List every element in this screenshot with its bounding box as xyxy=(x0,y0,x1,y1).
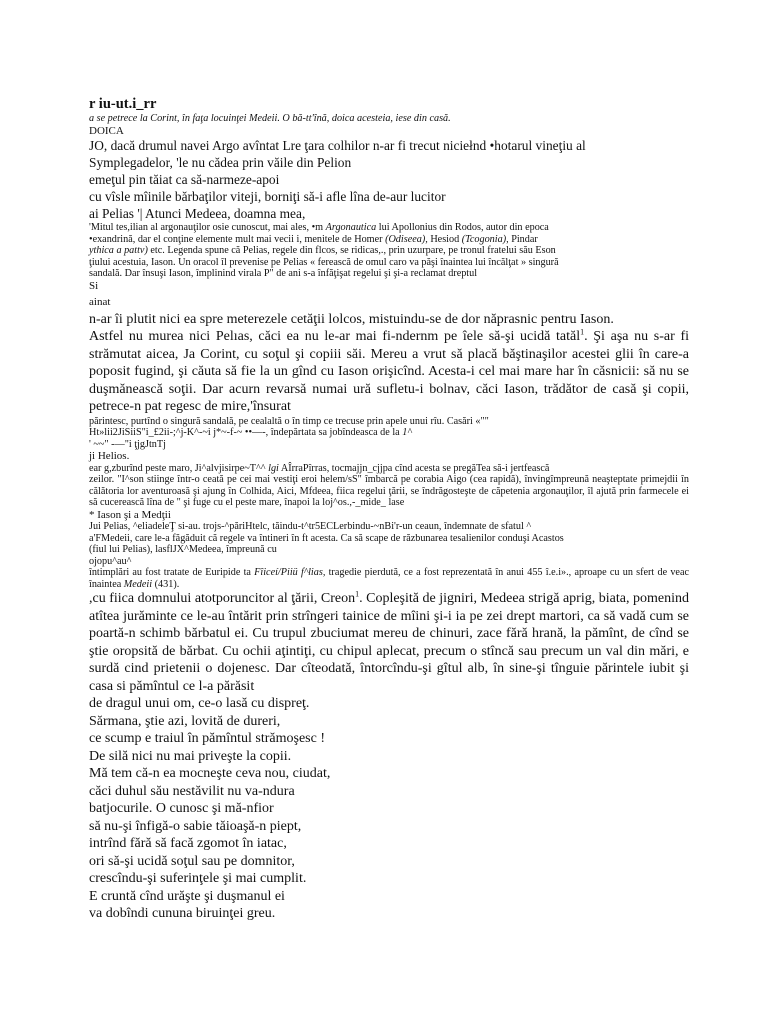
verse-line: Mă tem că-n ea mocneşte ceva nou, ciudat, xyxy=(89,766,331,781)
verse-paragraph xyxy=(89,328,689,416)
footnote-text: 1^ xyxy=(402,427,412,438)
footnote-text: lui Apollonius din Rodos, autor din epoca xyxy=(376,222,549,233)
footnote-text: întimplări au fost tratate de Euripide ta xyxy=(89,567,255,578)
footnote-line xyxy=(89,234,689,246)
footnote-text: lgi xyxy=(268,462,279,474)
verse-line: crescîndu-şi suferinţele şi mai cumplit. xyxy=(89,871,307,886)
footnote-text: 'Mitul tes,ilian al argonauţilor osie cunoscut, mai ales, •m xyxy=(89,222,326,233)
footnote-work-title: Fîiceí/Piiü f^lias, xyxy=(254,567,326,578)
footnote-line xyxy=(89,427,689,439)
footnote-text: Hesiod xyxy=(427,233,462,245)
footnote-line: ojopu^au^ xyxy=(89,555,132,567)
footnote-paragraph: zeilor. "I^son stiinge într-o ceată pe cei mai vestiţi eroi helem/sS" îmbarcă pe corabia Aigo (cea rapidă), învingîmpreună neaşteptate primejdii în călătoria lor aventuroasă şi ajung în Colhida, Aici, Mfdeea, fiica regelui ţării, se îndrăgosteşte de căpetenia argonauţilor, îl ajută prin farmecele ei să cucerească lîna de " şi fuge cu el peste mare, înapoi la loj^os.,-_mide_ lase xyxy=(89,474,689,508)
footnote-work-title: (Tcogonia), xyxy=(461,233,509,245)
speaker-name: DOICA xyxy=(89,124,124,137)
footnote-line: ţiului acestuia, Iason. Un oracol îl prevenise pe Pelias « ferească de omul caro va păşi înaintea lui încălţat » singură xyxy=(89,256,559,268)
footnote-line: * Iason şi a Medţii xyxy=(89,508,171,521)
footnote-work-title: Argonautica xyxy=(325,222,377,233)
verse-line: batjocurile. O cunosc şi mă-nfior xyxy=(89,801,274,816)
footnote-text: tragedie pierdută, ce a fost reprezentată în anui 455 î.e.i»., aproape cu un sfert de veac înaintea xyxy=(89,567,689,590)
verse-line: cu vîsle mîinile bărbaţilor viteji, borniţi să-i afle lîna de-aur lucitor xyxy=(89,189,446,204)
footnote-marker: 1 xyxy=(580,327,585,337)
stage-direction: a se petrece la Corint, în faţa locuinţei Medeii. O bă-tt'înă, doica acesteia, iese din casă. xyxy=(89,113,451,124)
verse-line: Symplegadelor, 'le nu cădea prin văile din Pelion xyxy=(89,155,352,170)
footnote-line: (fiul lui Pelias), lasflJX^Medeea, împreună cu xyxy=(89,544,277,555)
verse-line: n-ar îi plutit nici ea spre meterezele cetăţii lolcos, mistuindu-se de dor năprasnic pentru Iason. xyxy=(89,311,614,327)
footnote-line: Si xyxy=(89,279,99,292)
verse-line: intrînd fără să facă zgomot în iatac, xyxy=(89,836,287,851)
page-title: r iu-ut.i_rr xyxy=(89,96,157,112)
footnote-text: •exandrină, dar el conţine elemente mult mai vecii i, menitele de Homer xyxy=(89,233,386,245)
verse-line: JO, dacă drumul navei Argo avîntat Lre ţara colhilor n-ar fi trecut niciełnd •hotarul vineţiu al xyxy=(89,138,586,153)
verse-paragraph xyxy=(89,590,689,695)
footnote-text: etc. Legenda spune că Pelias, regele din flcos, se ridicas,., prin uzurpare, pe tronul fratelui său Eson xyxy=(147,245,556,256)
footnote-line: ji Helios. xyxy=(89,450,130,462)
footnote-line xyxy=(89,463,689,475)
verse-line: căci duhul său nestăvilit nu va-ndura xyxy=(89,783,295,799)
footnote-line xyxy=(89,222,689,234)
verse-text: . Şi aşa nu s-ar fi strămutat aicea, Ja Corint, cu soţul şi copiii săi. Mereu a vrut să placă băştinaşilor acestei glii în care-a poposit fugind, şi căuta să fie la un gînd cu Iason orişicînd. Acesta-i cel mai mare har în căsnicii: să nu se duşmănească soţii. Dar acurn revarsă numai ură sufletu-i bolnav, căci Iason, trădător de casă şi copii, petrece-n pat regesc de mire,'însurat xyxy=(89,329,689,414)
footnote-text: Pindar xyxy=(508,233,538,245)
footnote-marker: 1 xyxy=(355,589,360,599)
footnote-line: Jui Pelias, ^eliadeleŢ si-au. trojs-^păriHtelc, tăindu-t^tr5ECLerbindu-~nBi'r-un ceaun, îndemnate de sfatul ^ xyxy=(89,521,532,532)
footnote-text: ear g,zburînd peste maro, Ji^alvjisirpe~T^^ xyxy=(89,462,269,474)
footnote-text: Ht»lii2JiSiiS"i_£2ii-;^j-K^-~i j*~-f-~ ••—-, îndepărtata sa jobîndeasca de la xyxy=(89,427,403,438)
footnote-paragraph xyxy=(89,567,689,590)
verse-text: Astfel nu murea nici Pelıas, căci ea nu le-ar mai fi-ndernm pe îele să-şi ucidă tatăl xyxy=(89,329,581,344)
footnote-work-title: Medeii xyxy=(123,578,153,590)
verse-line: să nu-şi înfigă-o sabie tăioaşă-n piept, xyxy=(89,818,302,834)
verse-line: De silă nici nu mai priveşte la copii. xyxy=(89,748,292,764)
footnote-line xyxy=(89,245,689,257)
verse-line: de dragul unui om, ce-o lasă cu dispreţ. xyxy=(89,696,310,711)
footnote-line: ' ~~" -—"i ţjgJtnTj xyxy=(89,438,166,450)
verse-line: ai Pelias '| Atunci Medeea, doamna mea, xyxy=(89,206,306,221)
verse-line: va dobîndi cununa biruinţei greu. xyxy=(89,906,276,921)
verse-line: ainat xyxy=(89,296,111,308)
footnote-line: sandală. Dar însuşi Iason, împlinind virala P" de ani s-a înfăţişat regelui şi şi-a reclamat dreptul xyxy=(89,268,478,279)
footnote-work-title: ythica a pattv) xyxy=(89,245,148,256)
verse-text: . Copleşită de jigniri, Medeea strigă aprig, biata, pomenind atîtea jurăminte ce le-au întărit prin strîngeri tainice de mîini şi-i ia pe zei drept martori, ca să vadă cum se poartă-n schimb bărbatul ei. Cu trupul zbuciumat mereu de chinuri, zace fără hrană, la pămînt, de cînd se ştie oropsită de bărbat. Cu ochii aţintiţi, cu chipul aplecat, precum o stîncă sau precum un val din mări, e surdă cind prietenii o dojenesc. Dar cîteodată, întorcîndu-şi gîtul alb, în sine-şi tînguie părintele iubit şi casa si pămîntul ce l-a părăsit xyxy=(89,591,689,694)
footnote-line: a'FMedeii, care le-a făgăduit că regele va întineri în ft acesta. Ca să scape de răzbunarea tesalienilor conduşi Acastos xyxy=(89,532,564,544)
verse-line: ce scump e traiul în pămîntul strămoşesc ! xyxy=(89,731,325,746)
footnote-text: (431). xyxy=(152,578,180,590)
footnote-text: AÎrraPîrras, tocmajjn_cjjpa cînd acesta se pregăTea să-i jertfească xyxy=(278,462,550,474)
document-page xyxy=(89,96,689,923)
verse-text: ,cu fiica domnului atotporuncitor al ţării, Creon xyxy=(89,591,356,606)
verse-line: ori să-şi ucidă soţul sau pe domnitor, xyxy=(89,853,295,869)
footnote-work-title: (Odiseea), xyxy=(385,233,428,245)
verse-line: Sărmana, ştie azi, lovită de dureri, xyxy=(89,713,281,729)
verse-line: E cruntă cînd urăşte şi duşmanul ei xyxy=(89,888,285,904)
verse-line: emeţul pin tăiat ca să-narmeze-apoi xyxy=(89,172,280,187)
footnote-line: părintesc, purtînd o singură sandală, pe cealaltă o în timp ce trecuse prin apele unui rîu. Casări «"" xyxy=(89,415,489,427)
